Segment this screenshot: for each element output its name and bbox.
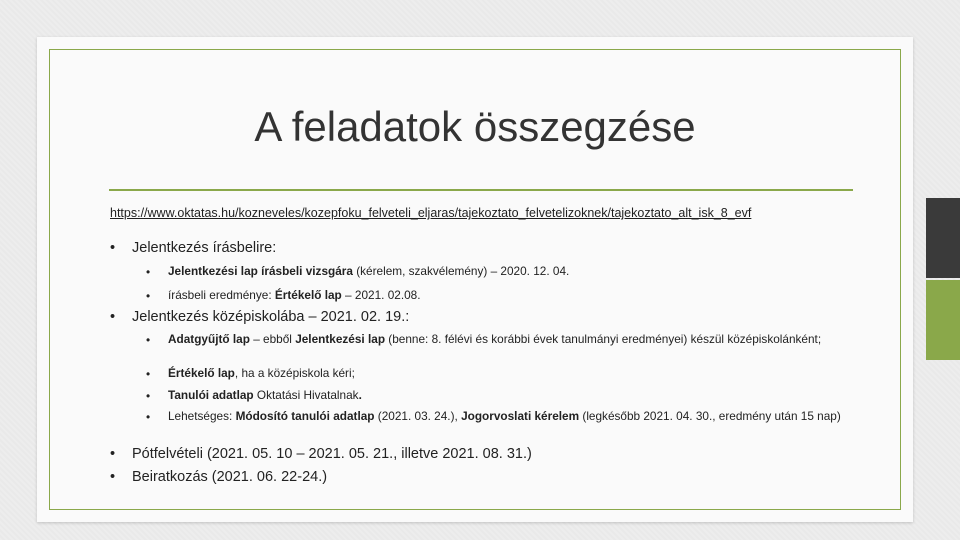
sub-list-item-text: írásbeli eredménye: Értékelő lap – 2021. 02.08. [168, 288, 421, 302]
bullet-icon: • [110, 240, 116, 256]
sub-list-item [146, 333, 848, 347]
list-item [110, 240, 276, 256]
bullet-icon: • [110, 446, 116, 462]
slide-title: A feladatok összegzése [254, 103, 696, 150]
sub-list-item [146, 389, 848, 403]
bullet-icon: • [146, 367, 151, 381]
sub-list-item [146, 265, 848, 279]
bullet-icon: • [110, 309, 116, 325]
list-item [110, 469, 327, 485]
source-link[interactable]: https://www.oktatas.hu/kozneveles/kozepfoku_felveteli_eljaras/tajekoztato_felvetelizoknek/tajekoztato_alt_isk_8_evf [110, 206, 752, 220]
bullet-icon: • [110, 469, 116, 485]
sub-list-item [146, 289, 848, 303]
bullet-icon: • [146, 289, 151, 303]
sub-list-item-text: Értékelő lap, ha a középiskola kéri; [168, 366, 355, 380]
sub-list-item [146, 367, 848, 381]
green-side-tab [926, 280, 960, 360]
sub-list-item-text: Tanulói adatlap Oktatási Hivatalnak. [168, 388, 362, 402]
bullet-icon: • [146, 410, 151, 424]
sub-list-item-text: Jelentkezési lap írásbeli vizsgára (kérelem, szakvélemény) – 2020. 12. 04. [168, 264, 570, 278]
sub-list-item-text: Lehetséges: Módosító tanulói adatlap (2021. 03. 24.), Jogorvoslati kérelem (legkésőbb 2021. 04. 30., eredmény után 15 nap) [168, 409, 841, 423]
list-item [110, 446, 532, 462]
bullet-icon: • [146, 389, 151, 403]
dark-side-tab [926, 198, 960, 278]
sub-list-item-text: Adatgyűjtő lap – ebből Jelentkezési lap (benne: 8. félévi és korábbi évek tanulmányi eredményei) készül középiskolánként; [168, 332, 822, 346]
list-item-text: Pótfelvételi (2021. 05. 10 – 2021. 05. 21., illetve 2021. 08. 31.) [132, 446, 532, 462]
title-underline [109, 189, 853, 191]
list-item [110, 309, 409, 325]
list-item-text: Beiratkozás (2021. 06. 22-24.) [132, 469, 328, 485]
bullet-icon: • [146, 333, 151, 347]
list-item-text: Jelentkezés írásbelire: [132, 240, 277, 256]
sub-list-item [146, 410, 848, 424]
list-item-text: Jelentkezés középiskolába – 2021. 02. 19.: [132, 309, 410, 325]
bullet-icon: • [146, 265, 151, 279]
